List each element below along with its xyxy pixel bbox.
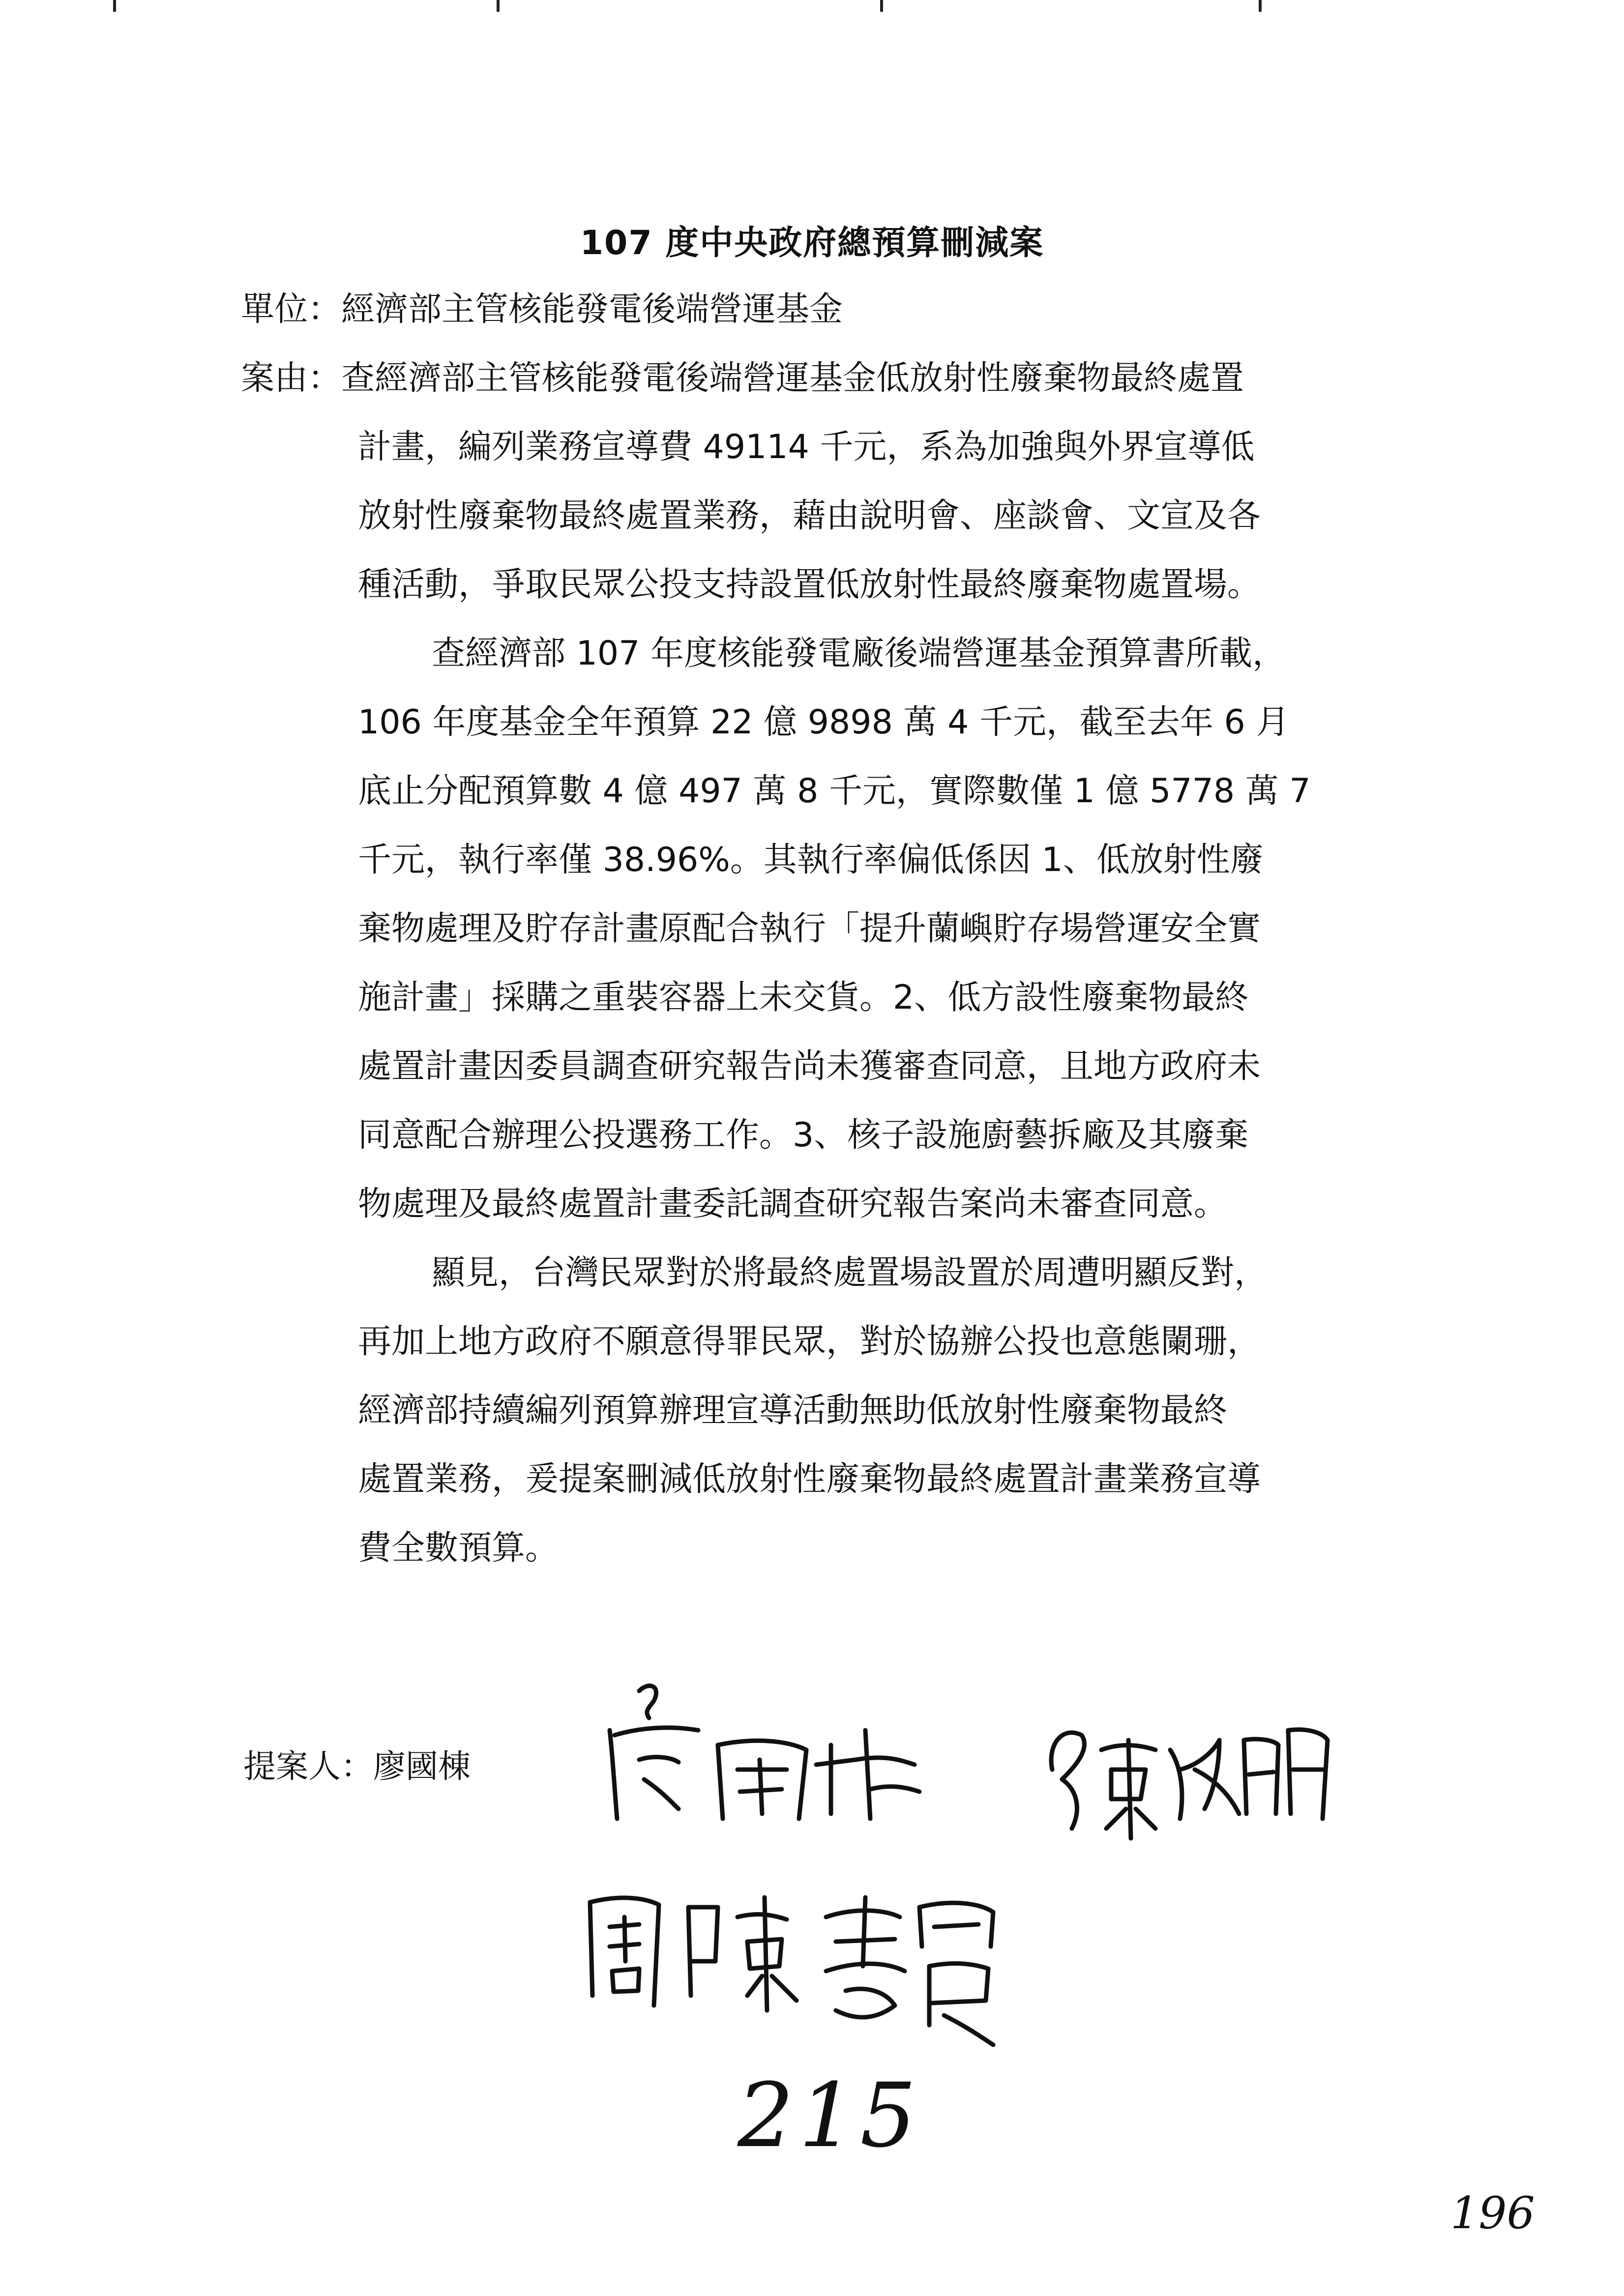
reason-line: 處置業務，爰提案刪減低放射性廢棄物最終處置計畫業務宣導: [358, 1460, 1261, 1499]
signature-chen: [1051, 1730, 1328, 1838]
reason-line: 費全數預算。: [358, 1529, 559, 1568]
reason-line: 放射性廢棄物最終處置業務，藉由說明會、座談會、文宣及各: [358, 496, 1261, 535]
reason-line: 棄物處理及貯存計畫原配合執行「提升蘭嶼貯存場營運安全實: [358, 909, 1261, 948]
reason-line: 施計畫」採購之重裝容器上未交貨。2、低方設性廢棄物最終: [358, 978, 1249, 1017]
reason-line: 再加上地方政府不願意得罪民眾，對於協辦公投也意態闌珊，: [358, 1322, 1261, 1361]
reason-line: 底止分配預算數 4 億 497 萬 8 千元，實際數僅 1 億 5778 萬 7: [358, 772, 1311, 811]
reason-line: 種活動，爭取民眾公投支持設置低放射性最終廢棄物處置場。: [358, 565, 1261, 604]
reason-line: 106 年度基金全年預算 22 億 9898 萬 4 千元，截至去年 6 月: [358, 703, 1290, 742]
reason-line: 同意配合辦理公投選務工作。3、核子設施廚藝拆廠及其廢棄: [358, 1116, 1249, 1155]
reason-line: 千元，執行率僅 38.96%。其執行率偏低係因 1、低放射性廢: [358, 841, 1264, 879]
reason-line: 顯見，台灣民眾對於將最終處置場設置於周遭明顯反對，: [432, 1253, 1268, 1292]
document-title: 107 度中央政府總預算刪減案: [580, 224, 1044, 262]
reason-line: 計畫，編列業務宣導費 49114 千元，系為加強與外界宣導低: [358, 428, 1255, 466]
unit-line: 單位：經濟部主管核能發電後端營運基金: [241, 290, 843, 329]
corner-page-number: 196: [1450, 2187, 1535, 2239]
page-number: 215: [738, 2064, 921, 2167]
reason-line: 物處理及最終處置計畫委託調查研究報告案尚未審查同意。: [358, 1185, 1228, 1223]
signature-liao: [610, 1686, 919, 1819]
proposer-label: 提案人：廖國棟: [243, 1747, 471, 1785]
reason-line: 查經濟部 107 年度核能發電廠後端營運基金預算書所載，: [432, 634, 1286, 673]
reason-line: 處置計畫因委員調查研究報告尚未獲審查同意，且地方政府未: [358, 1047, 1261, 1086]
reason-line: 經濟部持續編列預算辦理宣導活動無助低放射性廢棄物最終: [358, 1391, 1228, 1430]
signature-chou: [590, 1897, 993, 2045]
reason-line: 案由：查經濟部主管核能發電後端營運基金低放射性廢棄物最終處置: [241, 359, 1244, 398]
